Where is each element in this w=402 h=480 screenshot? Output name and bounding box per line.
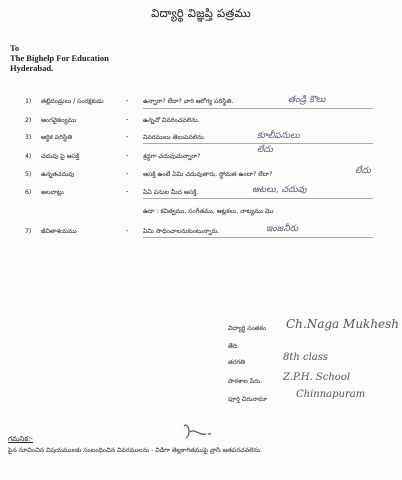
class-value: 8th class <box>283 352 329 363</box>
answer-line <box>143 198 373 199</box>
row-hint: ఏమి సాధించాలనుకుంటున్నారు. <box>143 228 220 235</box>
class-label: తరగతి <box>228 359 245 366</box>
row-question: జీవితాశయము <box>41 228 77 235</box>
row-answer: ఆటలు, చదువు <box>252 185 307 195</box>
row-number: 3) <box>25 134 32 141</box>
answer-line <box>143 237 373 238</box>
row-answer: ఇంజనీరు <box>266 224 299 234</box>
note-heading: గమనిక:- <box>8 435 33 443</box>
row-hint: శ్రద్ధగా చదువుచున్నారా? <box>143 153 201 160</box>
row-dash: - <box>126 133 129 141</box>
address-label: పూర్తి చిరునామా <box>228 396 268 403</box>
row-dash: - <box>126 170 129 178</box>
row-dash: - <box>126 152 129 160</box>
row-question: ఆర్థిక పరిస్థితి <box>41 134 73 141</box>
row-dash: - <box>126 227 129 235</box>
date-label: తేది. <box>228 343 240 350</box>
row-answer: లేదు <box>257 145 273 155</box>
signature-scribble-icon <box>180 420 220 446</box>
row-hint: ఉన్నచో వివరించవలెను. <box>143 117 200 124</box>
row-question: చదువు పై ఆసక్తి <box>41 153 80 160</box>
row-question: ఉన్నతచదువు <box>41 171 75 178</box>
row-question: తల్లిదండ్రులు / సంరక్షకుడు <box>41 98 104 105</box>
row-answer: కూలీపనులు <box>257 131 300 141</box>
row-number: 4) <box>25 153 32 160</box>
student-signature-value: Ch.Naga Mukhesh <box>286 317 400 331</box>
row-dash: - <box>126 97 129 105</box>
row-dash: - <box>126 116 129 124</box>
row-question: అలవాట్లు <box>41 189 64 196</box>
row-hint: ఉన్నారా? లేదా? వారి ఆరోగ్య పరిస్థితి. <box>143 98 234 105</box>
row-number: 6) <box>25 189 32 196</box>
row-answer: లేదు <box>355 166 371 176</box>
note-text: పైన సూచించిన విషయములకు సంబంధించిన వివరములను - విడిగా తెల్లకాగితముపై వ్రాసి జతపరచవలెను. <box>8 447 262 454</box>
answer-line <box>143 143 373 144</box>
row-answer: తండ్రి కౌలు <box>288 95 326 105</box>
answer-line <box>143 108 373 109</box>
addressee-to: To <box>10 43 20 53</box>
row-hint: ఏఏ పనుల మీద ఆసక్తి. <box>143 189 199 196</box>
row-number: 5) <box>25 171 32 178</box>
row-number: 2) <box>25 117 32 124</box>
row-hint: వివరములు తెలుపవలెను. <box>143 134 206 141</box>
page-title: విద్యార్థి విజ్ఞప్తి పత్రము <box>151 6 251 20</box>
row-number: 7) <box>25 228 32 235</box>
addressee-org: The Bighelp For Education <box>10 53 109 63</box>
addressee-city: Hyderabad. <box>10 63 54 73</box>
row-number: 1) <box>25 98 32 105</box>
row-hint: ఉదా : కవిత్వము, సంగీతము, ఆట్లకలు, నాట్యము మొ <box>143 208 274 215</box>
student-signature-label: విద్యార్థి సంతకం <box>228 325 266 332</box>
row-question: ఆంగవైకల్యము <box>41 117 77 124</box>
row-dash: - <box>126 188 129 196</box>
school-value: Z.P.H. School <box>283 372 351 383</box>
row-hint: ఆసక్తి ఉంటే ఏమి చదువుతారు, స్థోమత ఉందా? లేదా? <box>143 171 273 178</box>
address-value: Chinnapuram <box>296 389 366 400</box>
school-label: పాఠశాల పేరు. <box>228 378 263 385</box>
